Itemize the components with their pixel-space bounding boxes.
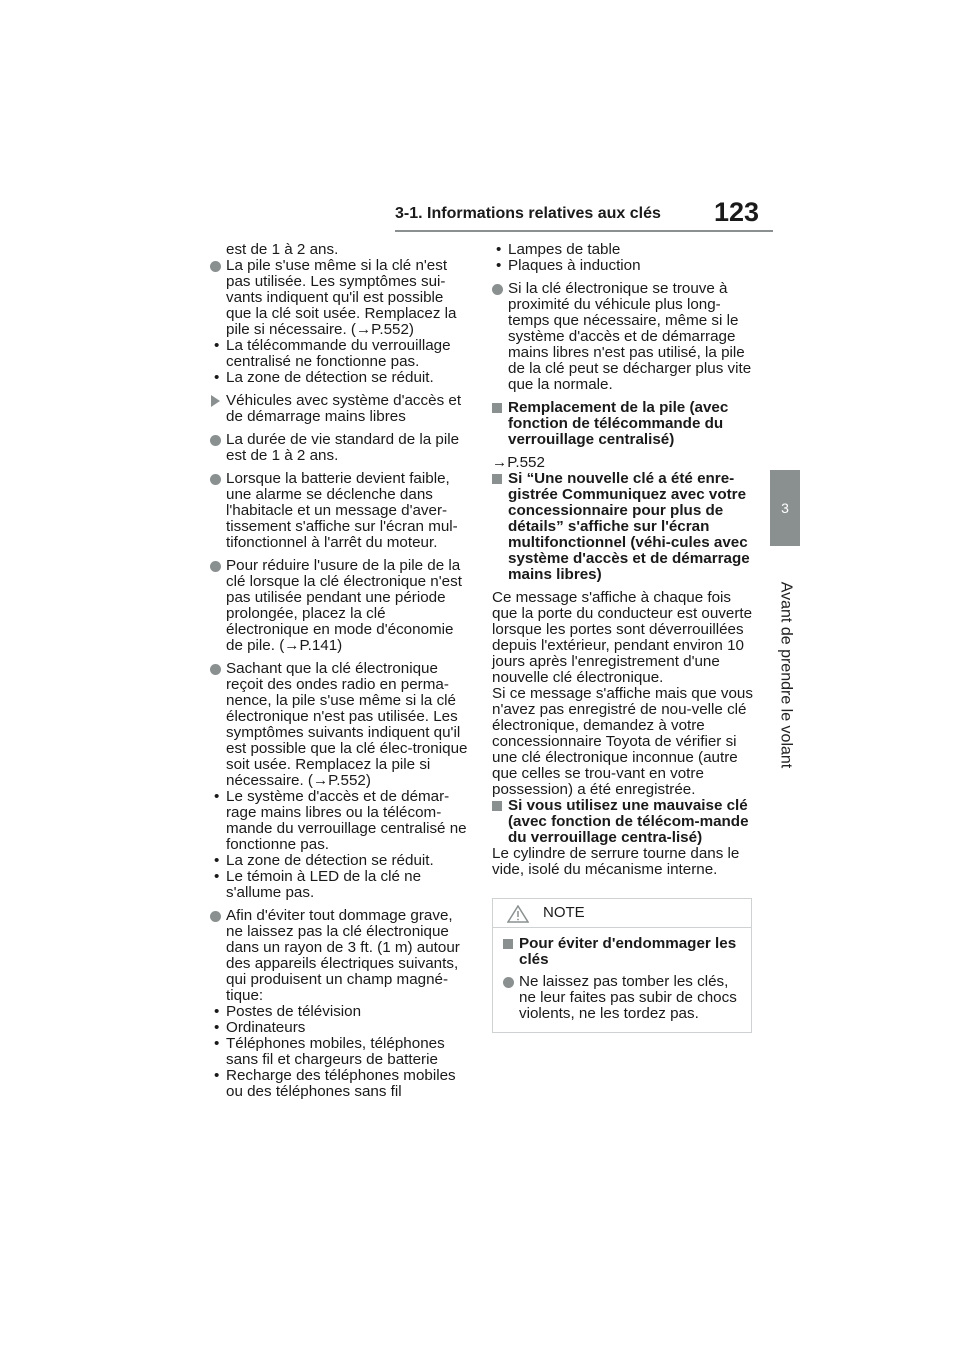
section-title: 3-1. Informations relatives aux clés — [395, 205, 661, 222]
sub-item: • Téléphones mobiles, téléphones sans fil et chargeurs de batterie — [214, 1035, 445, 1068]
sub-item: • Le système d'accès et de démar-rage mains libres ou la télécom-mande du verrouillage centralisé ne fonctionne pas. — [214, 788, 467, 853]
sub-item: • Plaques à induction — [496, 257, 641, 274]
sub-item: • Ordinateurs — [214, 1019, 306, 1036]
sub-item: • Le témoin à LED de la clé ne s'allume pas. — [214, 868, 422, 901]
section-heading: Si “Une nouvelle clé a été enre-gistrée Communiquez avec votre concessionnaire pour plus de détails” s'affiche sur l'écran multifonctionnel (véhi-cules avec système d'accès et de démarrage mains libres) — [492, 471, 754, 583]
triangle-item: Véhicules avec système d'accès et de démarrage mains libres — [210, 393, 470, 425]
bullet-icon — [210, 261, 221, 272]
bullet-icon — [210, 911, 221, 922]
paragraph: Si ce message s'affiche mais que vous n'avez pas enregistré de nou-velle clé électronique, demandez à votre concessionnaire Toyota de vérifier si une clé électronique inconnue (autre que celles se trou-vant en votre possession) a été enregistrée. — [492, 685, 753, 798]
header-rule — [395, 230, 773, 232]
note-box — [492, 898, 752, 1033]
sub-item: • La télécommande du verrouillage centralisé ne fonctionne pas. — [214, 337, 451, 370]
bullet-item: Pour réduire l'usure de la pile de la clé lorsque la clé électronique n'est pas utilisée pendant une période prolongée, placez la clé électronique en mode d'économie de pile. (→P.141) — [210, 558, 470, 654]
note-heading: Pour éviter d'endommager les clés — [503, 936, 743, 968]
sub-item: • Lampes de table — [496, 241, 621, 258]
bullet-icon — [210, 664, 221, 675]
bullet-icon — [210, 435, 221, 446]
bullet-icon — [503, 977, 514, 988]
sub-item: • Recharge des téléphones mobiles ou des téléphones sans fil — [214, 1067, 456, 1100]
page-reference: →P.552 — [492, 454, 545, 471]
left-column — [210, 242, 470, 1100]
bullet-item: La durée de vie standard de la pile est de 1 à 2 ans. — [210, 432, 470, 464]
triangle-icon — [211, 395, 220, 407]
chapter-label: Avant de prendre le volant — [777, 581, 794, 769]
page-header — [395, 197, 773, 232]
paragraph: Le cylindre de serrure tourne dans le vide, isolé du mécanisme interne. — [492, 845, 740, 878]
sub-item: • La zone de détection se réduit. — [214, 369, 434, 386]
sub-item: • Postes de télévision — [214, 1003, 362, 1020]
square-icon — [503, 939, 513, 949]
bullet-item: Afin d'éviter tout dommage grave, ne laissez pas la clé électronique dans un rayon de 3 ft. (1 m) autour des appareils électriques suivants, qui produisent un champ magné-tique: — [210, 908, 470, 1004]
bullet-item: Ne laissez pas tomber les clés, ne leur faites pas subir de chocs violents, ne les tordez pas. — [503, 974, 743, 1022]
square-icon — [492, 474, 502, 484]
bullet-item: Si la clé électronique se trouve à proximité du véhicule plus long-temps que nécessaire, même si le système d'accès et de démarrage mains libres n'est pas utilisé, la pile de la clé peut se décharger plus vite que la normale. — [492, 281, 754, 393]
square-icon — [492, 801, 502, 811]
paragraph: Ce message s'affiche à chaque fois que la porte du conducteur est ouverte lorsque les portes sont déverrouillées depuis l'extérieur, pendant environ 10 jours après l'enregistrement d'une nouvelle clé électronique. — [492, 589, 753, 686]
right-column — [492, 242, 754, 1033]
bullet-icon — [210, 561, 221, 572]
sub-item: • La zone de détection se réduit. — [214, 852, 434, 869]
continued-text: est de 1 à 2 ans. — [226, 241, 339, 258]
section-heading: Remplacement de la pile (avec fonction de télécommande du verrouillage centralisé) — [492, 400, 754, 448]
bullet-icon — [210, 474, 221, 485]
bullet-item: Sachant que la clé électronique reçoit des ondes radio en perma-nence, la pile s'use même si la clé électronique n'est pas utilisée. Les symptômes suivants indiquent qu'il est possible que la clé élec-tronique soit usée. Remplacez la pile si nécessaire. (→P.552) — [210, 661, 470, 789]
warning-icon — [507, 905, 529, 923]
square-icon — [492, 403, 502, 413]
note-header — [493, 899, 751, 928]
bullet-icon — [492, 284, 503, 295]
section-heading: Si vous utilisez une mauvaise clé (avec fonction de télécom-mande du verrouillage centra-lisé) — [492, 798, 754, 846]
page-number: 123 — [713, 197, 759, 227]
chapter-number: 3 — [781, 500, 789, 516]
bullet-item: La pile s'use même si la clé n'est pas utilisée. Les symptômes sui-vants indiquent qu'il est possible que la clé soit usée. Remplacez la pile si nécessaire. (→P.552) — [210, 258, 470, 338]
chapter-tab — [770, 470, 800, 546]
note-title: NOTE — [543, 904, 585, 921]
note-body — [493, 928, 751, 1032]
bullet-item: Lorsque la batterie devient faible, une alarme se déclenche dans l'habitacle et un message d'aver-tissement s'affiche sur l'écran mul-tifonctionnel à l'arrêt du moteur. — [210, 471, 470, 551]
